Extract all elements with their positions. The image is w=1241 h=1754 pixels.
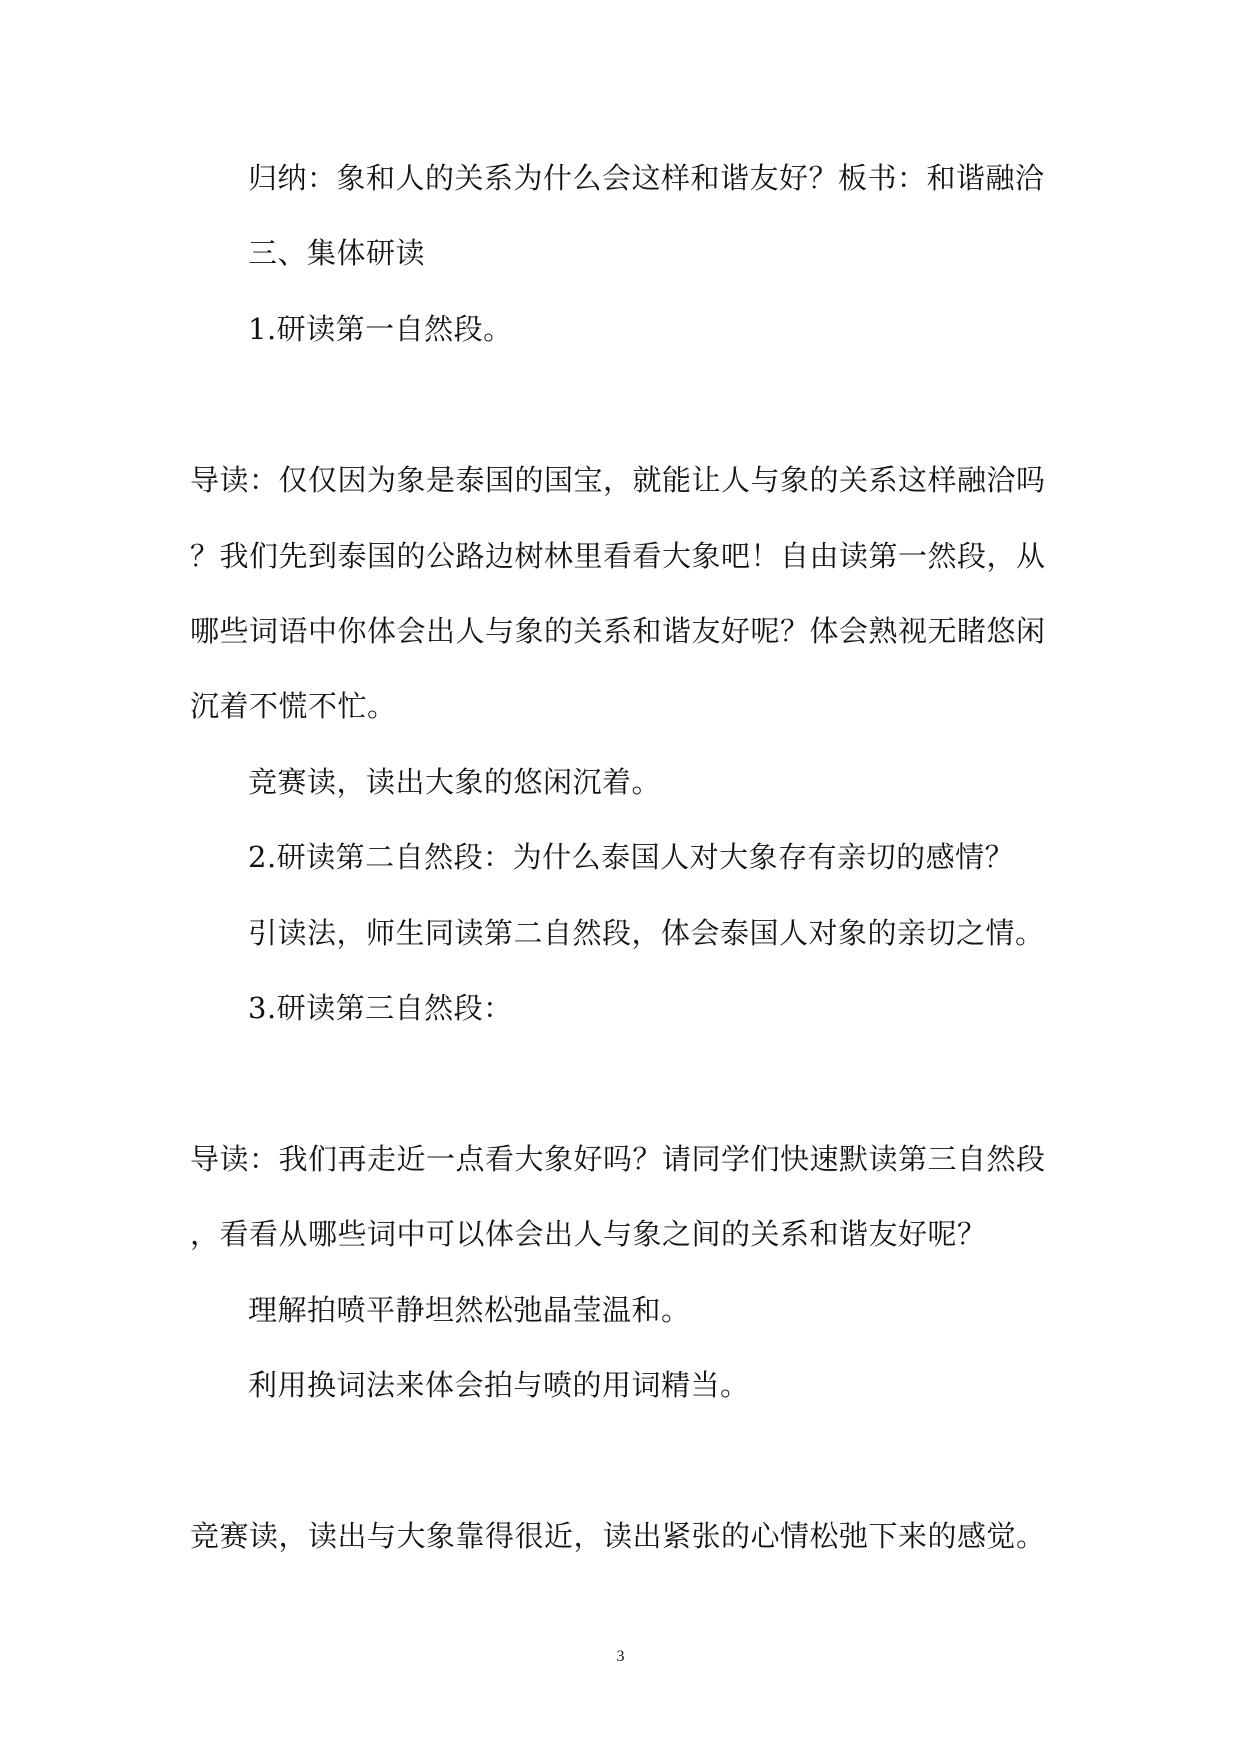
step-heading-paragraph-1: 1.研读第一自然段。 [248,312,513,346]
step-heading-paragraph-3: 3.研读第三自然段： [248,991,513,1025]
text-line-guide-4: 沉着不慌不忙。 [190,689,397,723]
text-line-summary: 归纳：象和人的关系为什么会这样和谐友好？板书：和谐融洽 [248,161,1045,195]
text-line-competition-read-2: 竞赛读，读出与大象靠得很近，读出紧张的心情松弛下来的感觉。 [190,1519,1046,1553]
step-heading-paragraph-2: 2.研读第二自然段：为什么泰国人对大象存有亲切的感情？ [248,840,1015,874]
text-line-guide-2: ？我们先到泰国的公路边树林里看看大象吧！自由读第一然段，从 [190,539,1046,573]
text-line-guided-reading: 引读法，师生同读第二自然段，体会泰国人对象的亲切之情。 [248,916,1045,950]
text-line-guide-6: ，看看从哪些词中可以体会出人与象之间的关系和谐友好呢？ [190,1217,987,1251]
text-line-understand-words: 理解拍喷平静坦然松弛晶莹温和。 [248,1293,691,1327]
section-heading-collective-study: 三、集体研读 [248,236,426,270]
text-line-competition-read-1: 竞赛读，读出大象的悠闲沉着。 [248,765,662,799]
text-line-guide-1: 导读：仅仅因为象是泰国的国宝，就能让人与象的关系这样融洽吗 [190,463,1046,497]
text-line-word-substitution: 利用换词法来体会拍与喷的用词精当。 [248,1368,750,1402]
text-line-guide-5: 导读：我们再走近一点看大象好吗？请同学们快速默读第三自然段 [190,1142,1046,1176]
text-line-guide-3: 哪些词语中你体会出人与象的关系和谐友好呢？体会熟视无睹悠闲 [190,614,1046,648]
page-number: 3 [616,1648,625,1665]
